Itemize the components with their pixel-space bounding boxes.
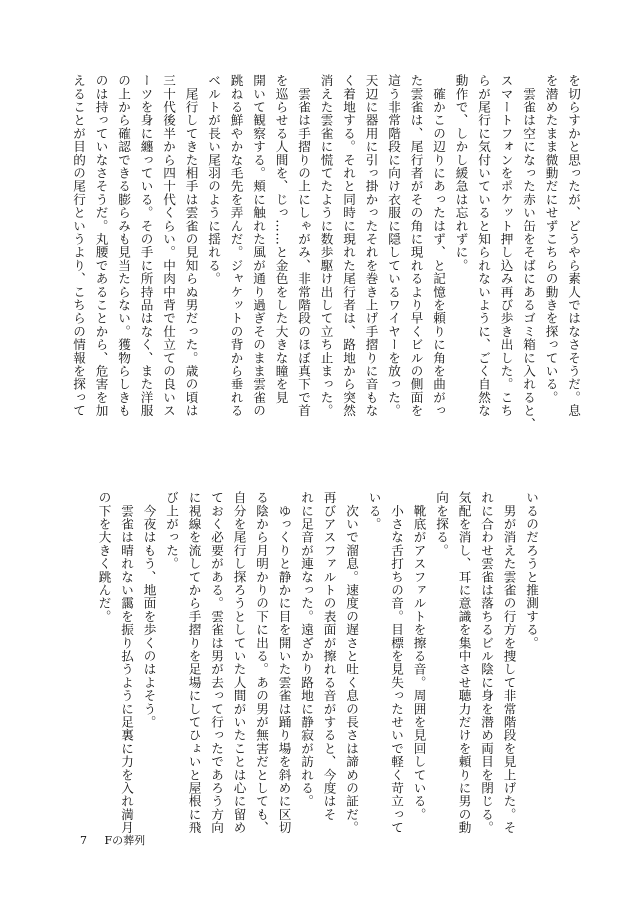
text-line: 自分を尾行し探ろうとしていた人間がいたことは心に留め [231,491,247,835]
bottom-text-block [92,491,542,835]
text-line: 靴底がアスファルトを擦る音。周囲を見回している。 [411,491,427,821]
text-line: ーツを身に纏っている。その手に所持品はなく、また洋服 [138,74,154,418]
text-line: を潜めたまま微動だにせずこちらの動きを探っている。 [543,74,559,404]
text-line: 消えた雲雀に慌てたように数歩駆け出して立ち止まった。 [318,74,334,418]
text-line: 再びアスファルトの表面が擦れる音がすると、今度はそ [321,491,337,821]
text-line: れに足音が連なった。遠ざかり路地に静寂が訪れる。 [299,491,314,808]
text-line: 天辺に器用に引っ掛かったそれを巻き上げ手摺りに音もな [363,74,379,418]
text-line: ておく必要がある。雲雀は男が去って行ったであろう方向 [209,491,224,835]
text-line: 小さな舌打ちの音。目標を見失ったせいで軽く苛立って [389,491,404,835]
text-line: ベルトが長い尾羽のように揺れる。 [206,74,221,286]
text-line: いる。 [366,491,382,531]
text-line: 這う非常階段に向け衣服に隠しているワイヤーを放った。 [386,74,401,418]
text-line: らが尾行に気付いていると知られないように、ごく自然な [476,74,491,418]
text-line: いるのだろうと推測する。 [524,491,539,650]
text-line: スマートフォンをポケット押し込み再び歩き出した。こち [498,74,514,418]
running-title: Fの葬列 [104,834,146,847]
text-line: 確かこの辺りにあったはず、と記憶を頼りに角を曲がっ [431,74,446,418]
text-line: の上から確認できる膨らみも見当たらない。獲物らしきも [116,74,131,418]
text-line: 男が消えた雲雀の行方を捜して非常階段を見上げた。そ [501,491,517,835]
text-line: のは持っていなさそうだ。丸腰であることから、危害を加 [93,74,109,418]
text-line: く着地する。それと同時に現れた尾行者は、路地から突然 [341,74,356,418]
text-line: えることが目的の尾行というより、こちらの情報を探って [71,74,86,418]
text-line: れに合わせ雲雀は落ちるビル陰に身を潜め両目を閉じる。 [479,491,494,835]
text-line: の下を大きく跳んだ。 [96,491,112,623]
text-line: 雲雀は晴れない靄を振り払うように足裏に力を入れ満月 [119,491,134,835]
page-footer [80,832,145,848]
text-line: 雲雀は手摺りの上にしゃがみ、非常階段のほぼ真下で首 [296,74,311,418]
text-line: ゆっくりと静かに目を開いた雲雀は踊り場を斜めに区切 [276,491,292,835]
text-line: 跳ねる鮮やかな毛先を弄んだ。ジャケットの背から垂れる [228,74,244,418]
text-line: に視線を流してから手摺りを足場にしてひょいと屋根に飛 [186,491,202,835]
text-line: を切らすかと思ったが、どうやら素人ではなさそうだ。息 [566,74,581,418]
text-line: る陰から月明かりの下に出る。あの男が無害だとしても、 [254,491,269,835]
text-line: び上がった。 [164,491,179,571]
text-line: 今夜はもう、地面を歩くのはよそう。 [141,491,157,729]
text-line: 雲雀は空になった赤い缶をそばにあるゴミ箱に入れると、 [521,74,536,431]
text-line: 次いで溜息。速度の遅さと吐く息の長さは諦めの証だ。 [344,491,359,835]
text-line: 三十代後半から四十代くらい。中肉中背で仕立ての良いス [161,74,176,418]
text-line: 動作で、しかし緩急は忘れずに。 [453,74,469,272]
text-line: た雲雀は、尾行者がその角に現れるより早くビルの側面を [408,74,424,418]
text-line: 気配を消し、耳に意識を集中させ聴力だけを頼りに男の動 [456,491,472,835]
text-line: 尾行してきた相手は雲雀の見知らぬ男だった。歳の頃は [183,74,199,418]
page-number: 7 [80,834,87,847]
text-line: を巡らせる人間を、じっ……と金色をした大きな瞳を見 [273,74,289,404]
text-line: 開いて観察する。頬に触れた風が通り過ぎそのまま雲雀の [251,74,266,418]
top-text-block [67,74,585,494]
text-line: 向を探る。 [434,491,449,557]
